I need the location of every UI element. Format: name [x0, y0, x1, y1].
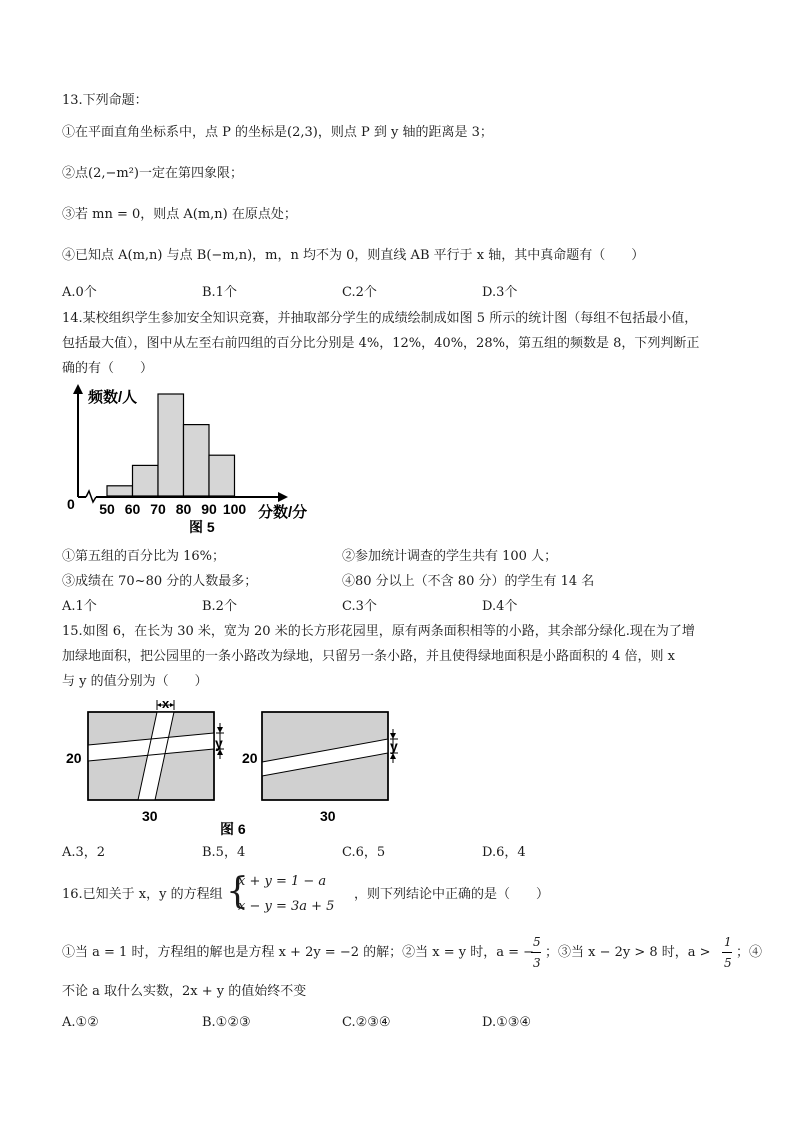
- q13-option-a: A.0个: [62, 285, 97, 300]
- x-tick-label: 90: [201, 501, 217, 517]
- q13-option-c: C.2个: [342, 285, 377, 300]
- q16-equation-1: x + y = 1 − a: [238, 874, 327, 889]
- figure-6-caption: 图 6: [220, 821, 246, 837]
- q16-option-b: B.①②③: [202, 1015, 251, 1030]
- q13-option-b: B.1个: [202, 285, 237, 300]
- y-axis-label: 频数/人: [88, 389, 138, 406]
- y-axis-arrow: [73, 384, 83, 394]
- q14-statement-4: ④80 分以上（不含 80 分）的学生有 14 名: [342, 574, 595, 589]
- x-tick-label: 60: [124, 501, 141, 517]
- label-x: x: [162, 696, 170, 711]
- histogram-bar-60-70: [133, 465, 159, 496]
- x-tick-label: 80: [175, 501, 192, 517]
- q15-option-c: C.6，5: [342, 845, 386, 860]
- q13-option-d: D.3个: [482, 285, 518, 300]
- label-y-left: y: [215, 735, 223, 751]
- x-axis-break: [86, 491, 96, 502]
- q14-option-b: B.2个: [202, 599, 237, 614]
- histogram-bar-50-60: [107, 486, 133, 496]
- q16-conclusion-1-2: ①当 a = 1 时，方程组的解也是方程 x + 2y = −2 的解；②当 x = y 时，a = −: [62, 945, 535, 960]
- q16-option-d: D.①③④: [482, 1015, 532, 1030]
- q16-equation-2: x − y = 3a + 5: [238, 899, 335, 914]
- q13-statement-3: ③若 mn = 0，则点 A(m,n) 在原点处；: [62, 207, 297, 222]
- q14-option-a: A.1个: [62, 599, 97, 614]
- q14-option-d: D.4个: [482, 599, 518, 614]
- x-axis-arrow: [278, 492, 288, 502]
- q16-stem-pre: 16.已知关于 x，y 的方程组: [62, 887, 223, 902]
- label-20-left: 20: [66, 750, 82, 766]
- q16-option-a: A.①②: [62, 1015, 99, 1030]
- q13-stem: 13.下列命题：: [62, 93, 148, 108]
- x-tick-label: 100: [222, 501, 247, 517]
- x-axis-label: 分数/分: [258, 504, 308, 521]
- q16-line-2: 不论 a 取什么实数，2x + y 的值始终不变: [62, 984, 307, 999]
- fraction-1-bar: [531, 952, 541, 953]
- q16-conclusion-4-marker: ；④: [736, 945, 763, 960]
- label-y-right: y: [390, 738, 398, 754]
- q15-option-b: B.5，4: [202, 845, 246, 860]
- q14-line-1: 14.某校组织学生参加安全知识竞赛，并抽取部分学生的成绩绘制成如图 5 所示的统计图（每组不包括最小值，: [62, 311, 698, 326]
- q14-statement-2: ②参加统计调查的学生共有 100 人；: [342, 549, 558, 564]
- q14-statement-3: ③成绩在 70~80 分的人数最多；: [62, 574, 258, 589]
- q13-statement-1: ①在平面直角坐标系中，点 P 的坐标是(2,3)，则点 P 到 y 轴的距离是 3；: [62, 125, 493, 140]
- q13-statement-4: ④已知点 A(m,n) 与点 B(−m,n)，m，n 均不为 0，则直线 AB 平行于 x 轴，其中真命题有（ ）: [62, 248, 645, 263]
- histogram-bar-80-90: [184, 425, 210, 496]
- q16-stem-post: ，则下列结论中正确的是（ ）: [354, 887, 550, 902]
- origin-label: 0: [67, 496, 75, 512]
- histogram-bar-90-100: [209, 455, 235, 496]
- q15-line-3: 与 y 的值分别为（ ）: [62, 674, 208, 689]
- figure-5-caption: 图 5: [189, 519, 215, 535]
- histogram-bar-70-80: [158, 394, 184, 496]
- q15-option-d: D.6，4: [482, 845, 526, 860]
- q15-line-1: 15.如图 6，在长为 30 米，宽为 20 米的长方形花园里，原有两条面积相等的小路，其余部分绿化.现在为了增: [62, 624, 695, 639]
- fraction-1-numerator: 5: [533, 935, 541, 949]
- equation-brace: {: [226, 871, 249, 912]
- x-tick-label: 50: [99, 501, 115, 517]
- q14-statement-1: ①第五组的百分比为 16%；: [62, 549, 226, 564]
- fraction-1-denominator: 3: [533, 956, 541, 970]
- q15-option-a: A.3，2: [62, 845, 106, 860]
- q14-option-c: C.3个: [342, 599, 377, 614]
- label-20-right: 20: [242, 750, 258, 766]
- q16-option-c: C.②③④: [342, 1015, 391, 1030]
- x-tick-label: 70: [150, 501, 166, 517]
- q13-statement-2: ②点(2,−m²)一定在第四象限；: [62, 166, 243, 181]
- fraction-2-bar: [722, 952, 732, 953]
- q15-line-2: 加绿地面积，把公园里的一条小路改为绿地，只留另一条小路，并且使得绿地面积是小路面积的 4 倍，则 x: [62, 649, 676, 664]
- fraction-2-numerator: 1: [724, 935, 732, 949]
- histogram-figure-5: [62, 380, 332, 540]
- q14-line-2: 包括最大值），图中从左至右前四组的百分比分别是 4%，12%，40%，28%，第五组的频数是 8，下列判断正: [62, 336, 700, 351]
- label-30-left: 30: [142, 808, 158, 824]
- fraction-2-denominator: 5: [724, 956, 732, 970]
- q14-line-3: 确的有（ ）: [62, 361, 154, 376]
- garden-figure-6: [62, 695, 422, 840]
- q16-conclusion-3: ；③当 x − 2y > 8 时，a >: [545, 945, 711, 960]
- label-30-right: 30: [320, 808, 336, 824]
